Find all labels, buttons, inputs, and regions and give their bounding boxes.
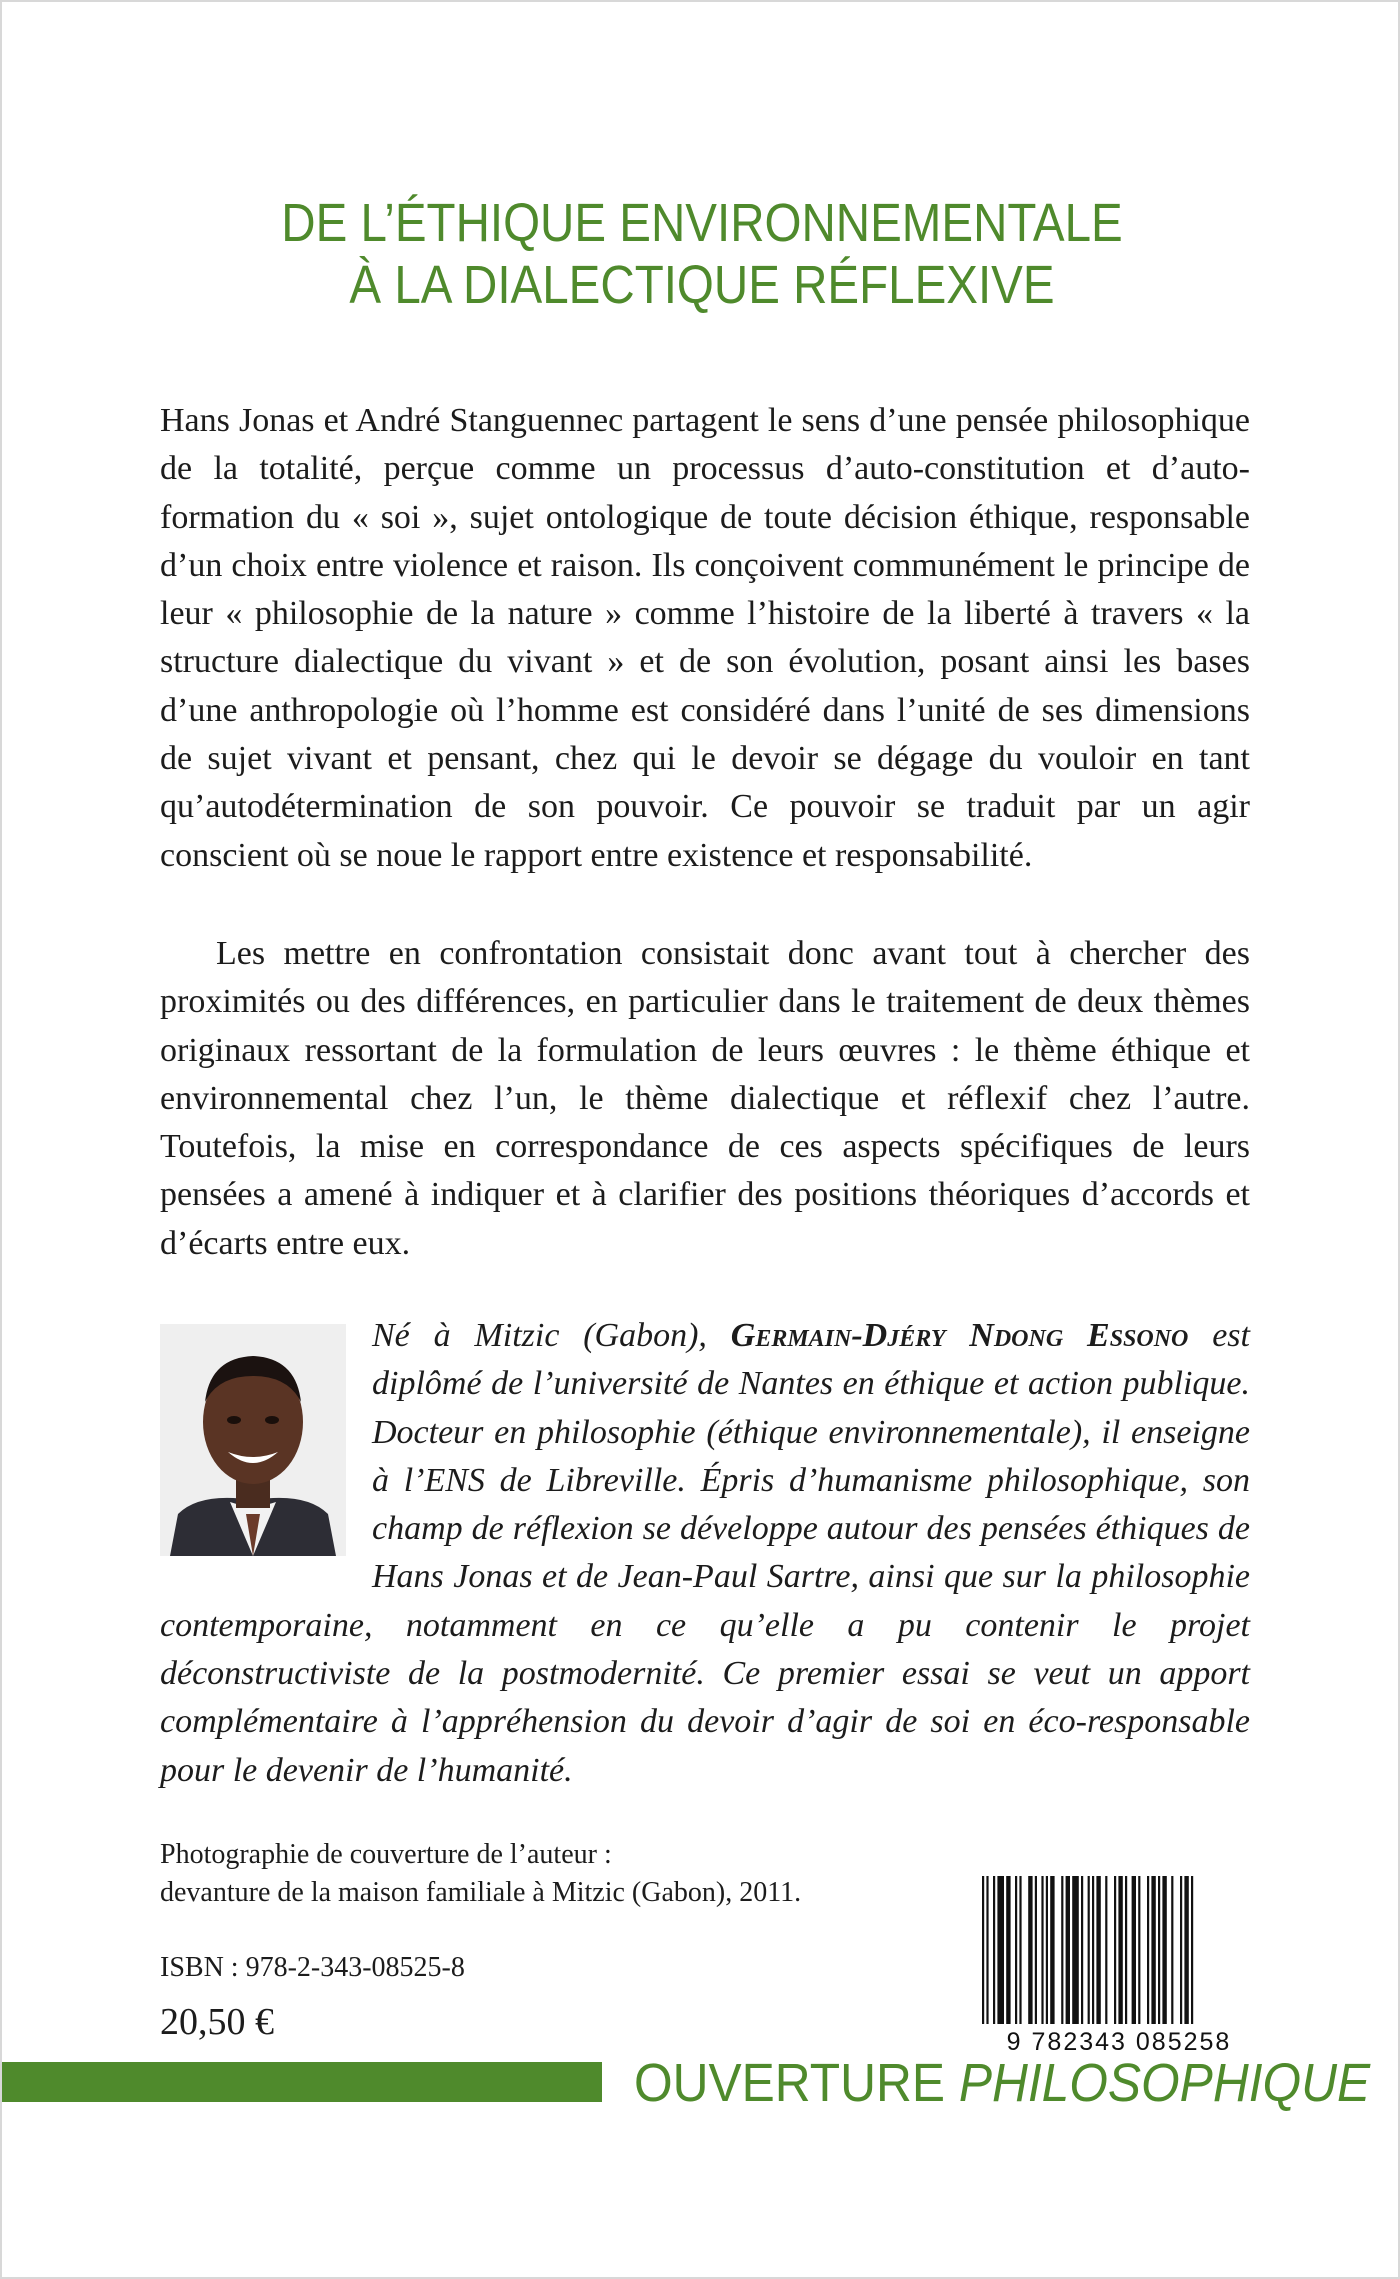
- barcode-bar: [1180, 1876, 1182, 2024]
- photo-credit-line-1: Photographie de couverture de l’auteur :: [160, 1839, 612, 1870]
- barcode-bar: [1162, 1876, 1166, 2024]
- photo-credit: [160, 1836, 801, 1912]
- barcode-bar: [982, 1876, 984, 2024]
- barcode-bar: [1151, 1876, 1155, 2024]
- series-name-part-1: OUVERTURE: [634, 2053, 959, 2113]
- barcode-bar: [1050, 1876, 1054, 2024]
- barcode-bar: [997, 1876, 1004, 2024]
- author-portrait-icon: [160, 1324, 346, 1556]
- title-line-1: DE L’ÉTHIQUE ENVIRONNEMENTALE: [281, 193, 1123, 253]
- barcode-bar: [1081, 1876, 1083, 2024]
- barcode-bar: [1066, 1876, 1070, 2024]
- barcode-bar: [1096, 1876, 1100, 2024]
- barcode-bar: [1061, 1876, 1063, 2024]
- title-line-2: À LA DIALECTIQUE RÉFLEXIVE: [349, 255, 1055, 315]
- barcode-bar: [1028, 1876, 1032, 2024]
- barcode-bar: [1191, 1876, 1193, 2024]
- barcode-bar: [1105, 1876, 1107, 2024]
- barcode-icon: [978, 1872, 1260, 2028]
- barcode-bar: [1184, 1876, 1188, 2024]
- barcode-bar: [1138, 1876, 1140, 2024]
- isbn-barcode: [978, 1872, 1260, 2058]
- author-name: Germain-Djéry Ndong Essono: [730, 1317, 1189, 1354]
- barcode-bar: [1114, 1876, 1116, 2024]
- barcode-bar: [1035, 1876, 1037, 2024]
- isbn: ISBN : 978-2-343-08525-8: [160, 1952, 465, 1983]
- barcode-bar: [1132, 1876, 1136, 2024]
- bio-body: est diplômé de l’université de Nantes en éthique et action publique. Docteur en philosophie (éthique environnementale), il enseigne à l’ENS de Libreville. Épris d’humanisme philosophique, son champ de réflexion se développe autour des pensées éthiques de Hans Jonas et de Jean-Paul Sartre, ainsi que sur la philosophie contemporaine, notamment en ce qu’elle a pu contenir le projet déconstructiviste de la postmodernité. Ce premier essai se veut un apport complémentaire à l’appréhension du devoir d’agir de soi en éco-responsable pour le devenir de l’humanité.: [160, 1317, 1250, 1789]
- barcode-bar: [1158, 1876, 1160, 2024]
- series-color-bar: [2, 2062, 602, 2102]
- photo-credit-line-2: devanture de la maison familiale à Mitzic (Gabon), 2011.: [160, 1877, 802, 1908]
- series-name: [634, 2052, 1370, 2114]
- barcode-bar: [1041, 1876, 1043, 2024]
- author-bio-section: [160, 1312, 1250, 1795]
- barcode-bar: [1072, 1876, 1079, 2024]
- series-name-part-2: PHILOSOPHIQUE: [958, 2053, 1371, 2113]
- barcode-digits: 9 782343 085258: [1006, 2028, 1232, 2056]
- barcode-bar: [1118, 1876, 1122, 2024]
- barcode-bar: [1019, 1876, 1021, 2024]
- barcode-bar: [1171, 1876, 1173, 2024]
- summary-paragraph-1: Hans Jonas et André Stanguennec partagent le sens d’une pensée philosophique de la totalité, perçue comme un processus d’auto-constitution et d’auto-formation du « soi », sujet ontologique de toute décision éthique, responsable d’un choix entre violence et raison. Ils conçoivent communément le principe de leur « philosophie de la nature » comme l’histoire de la liberté à travers « la structure dialectique du vivant » et de son évolution, posant ainsi les bases d’une anthropologie où l’homme est considéré dans l’unité de ses dimensions de sujet vivant et pensant, chez qui le devoir se dégage du vouloir en tant qu’autodétermination de son pouvoir. Ce pouvoir se traduit par un agir conscient où se noue le rapport entre existence et responsabilité.: [160, 402, 1250, 874]
- barcode-bar: [986, 1876, 988, 2024]
- barcode-bar: [1046, 1876, 1048, 2024]
- price: 20,50 €: [160, 2001, 274, 2043]
- barcode-bar: [993, 1876, 995, 2024]
- barcode-bar: [1147, 1876, 1149, 2024]
- barcode-bar: [1006, 1876, 1010, 2024]
- summary-paragraph-2: Les mettre en confrontation consistait donc avant tout à chercher des proximités ou des différences, en particulier dans le traitement de deux thèmes originaux ressortant de la formulation de leurs œuvres : le thème éthique et environnemental chez l’un, le thème dialectique et réflexif chez l’autre. Toutefois, la mise en correspondance de ces aspects spécifiques de leurs pensées a amené à indiquer et à clarifier des positions théoriques d’accords et d’écarts entre eux.: [160, 935, 1250, 1262]
- barcode-bar: [1015, 1876, 1017, 2024]
- bio-intro: Né à Mitzic (Gabon),: [372, 1317, 731, 1354]
- author-photo: [160, 1324, 346, 1556]
- barcode-bar: [1092, 1876, 1094, 2024]
- barcode-bar: [1125, 1876, 1127, 2024]
- barcode-bar: [1088, 1876, 1090, 2024]
